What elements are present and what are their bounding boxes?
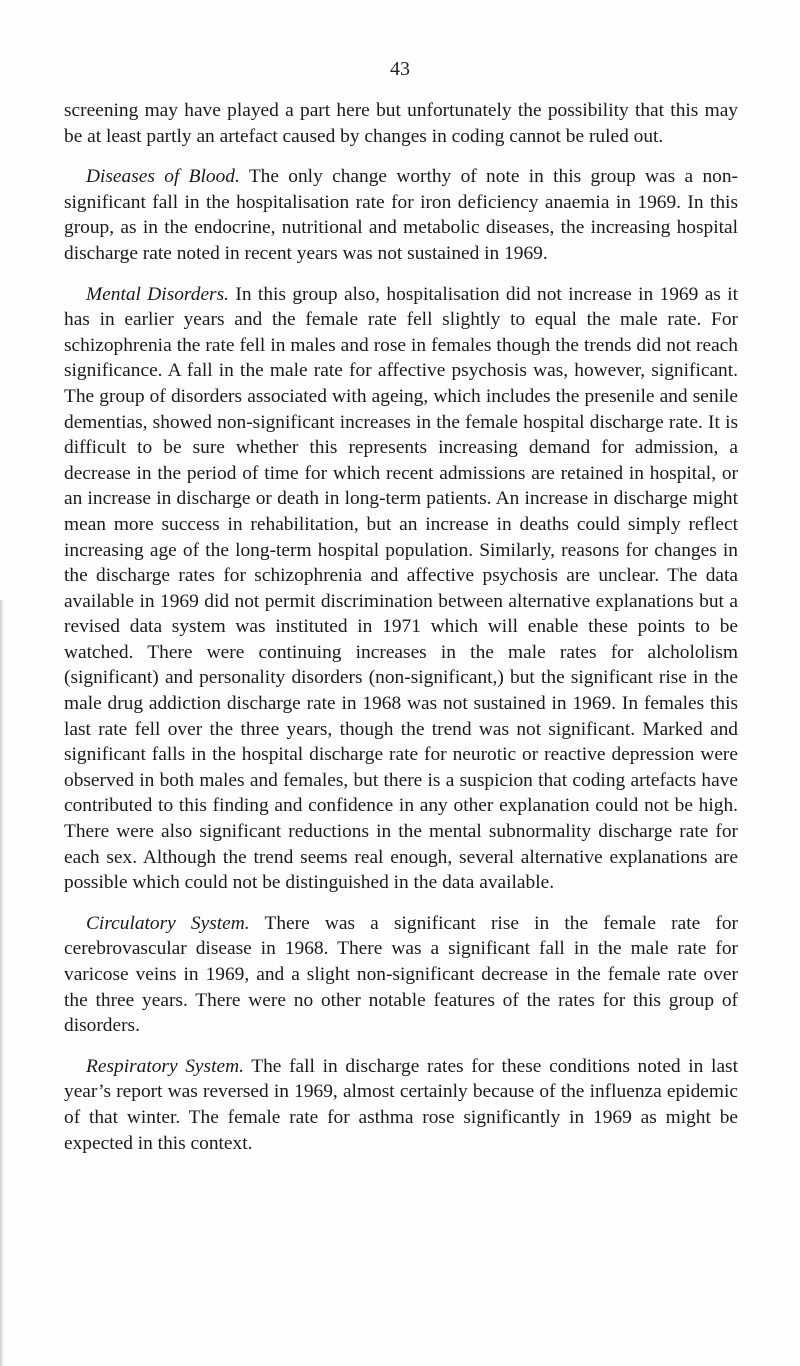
- body-text: [64, 98, 738, 1171]
- page-edge-shadow: [0, 600, 4, 1366]
- paragraph-diseases-of-blood: [64, 164, 738, 266]
- paragraph-circulatory-system: [64, 911, 738, 1039]
- paragraph-text: The only change worthy of note in this group was a non-significant fall in the hospitalisation rate for iron deficiency anaemia in 1969. In this group, as in the endocrine, nutritional and metabolic diseases, the increasing hospital discharge rate noted in recent years was not sustained in 1969.: [64, 166, 739, 264]
- section-heading: Respiratory System.: [86, 1055, 244, 1077]
- section-heading: Mental Disorders.: [86, 283, 230, 305]
- paragraph: [64, 98, 738, 149]
- paragraph-text: The fall in discharge rates for these conditions noted in last year’s report was reversed in 1969, almost certainly because of the influenza epidemic of that winter. The female rate for asthma rose significantly in 1969 as might be expected in this context.: [64, 1055, 738, 1154]
- paragraph-text: screening may have played a part here but unfortunately the possibility that this may be at least partly an artefact caused by changes in coding cannot be ruled out.: [64, 100, 738, 147]
- paragraph-mental-disorders: [64, 282, 738, 896]
- section-heading: Diseases of Blood.: [86, 166, 240, 188]
- paragraph-respiratory-system: [64, 1054, 738, 1156]
- paragraph-text: In this group also, hospitalisation did not increase in 1969 as it has in earlier years and the female rate fell slightly to equal the male rate. For schizophrenia the rate fell in males and rose in females though the trends did not reach significance. A fall in the male rate for affective psychosis was, however, significant. The group of disorders associated with ageing, which includes the presenile and senile dementias, showed non-significant increases in the female hospital discharge rate. It is difficult to be sure whether this represents increasing demand for admission, a decrease in the period of time for which recent admissions are retained in hospital, or an increase in discharge or death in long-term patients. An increase in discharge might mean more success in rehabilitation, but an increase in deaths could simply reflect increasing age of the long-term hospital population. Similarly, reasons for changes in the discharge rates for schizophrenia and affective psychosis are unclear. The data available in 1969 did not permit discrimination between alternative explanations but a revised data system was instituted in 1971 which will enable these points to be watched. There were continuing increases in the male rates for alchololism (significant) and personality disorders (non-significant,) but the significant rise in the male drug addiction discharge rate in 1968 was not sustained in 1969. In females this last rate fell over the three years, though the trend was not significant. Marked and significant falls in the hospital discharge rate for neurotic or reactive depression were observed in both males and females, but there is a suspicion that coding artefacts have contributed to this finding and confidence in any other explanation could not be high. There were also significant reductions in the mental subnormality discharge rate for each sex. Although the trend seems real enough, several alternative explanations are possible which could not be distinguished in the data available.: [64, 283, 739, 894]
- section-heading: Circulatory System.: [86, 912, 250, 934]
- page-number: 43: [390, 58, 410, 80]
- paragraph-text: There was a significant rise in the female rate for cerebrovascular disease in 1968. There was a significant fall in the male rate for varicose veins in 1969, and a slight non-significant decrease in the female rate over the three years. There were no other notable features of the rates for this group of disorders.: [64, 912, 739, 1037]
